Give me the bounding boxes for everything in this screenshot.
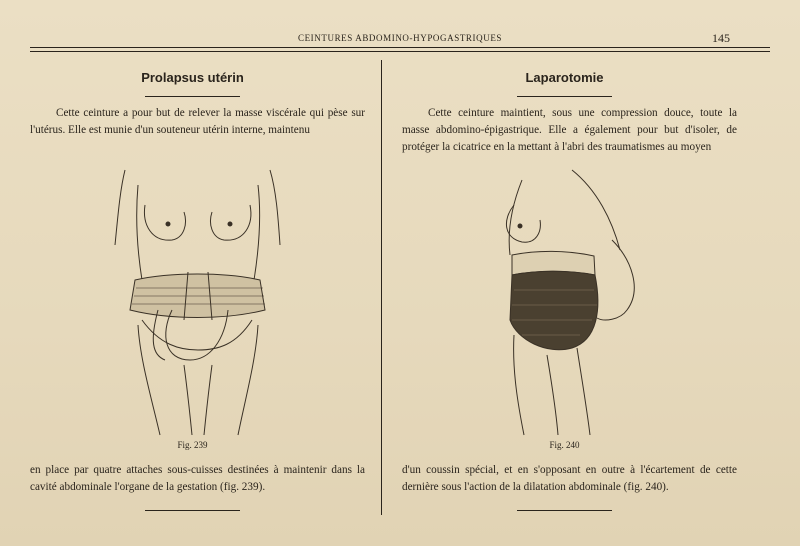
section-heading-laparotomie: Laparotomie: [525, 70, 604, 85]
figure-caption: Fig. 239: [177, 440, 208, 450]
heading-underline: [517, 96, 612, 97]
corset-figure-front-icon: [80, 160, 315, 440]
page-header: [30, 30, 770, 48]
figure-239: [80, 160, 315, 440]
paragraph-intro: Cette ceinture a pour but de relever la masse viscérale qui pèse sur l'utérus. Elle est munie d'un souteneur utérin interne, maintenu: [30, 107, 365, 136]
paragraph-continued: d'un coussin spécial, et en s'opposant en outre à l'écartement de cette dernière sous l'action de la dilatation abdominale (fig. 240).: [402, 464, 737, 493]
section-heading-prolapsus: Prolapsus utérin: [141, 70, 244, 85]
left-column: [20, 60, 365, 520]
footer-rule: [145, 510, 240, 511]
footer-rule: [517, 510, 612, 511]
right-column: [392, 60, 737, 520]
figure-240: [452, 160, 687, 440]
column-divider: [381, 60, 382, 515]
paragraph-continued: en place par quatre attaches sous-cuisses destinées à maintenir dans la cavité abdominale l'organe de la gestation (fig. 239).: [30, 464, 365, 493]
figure-caption: Fig. 240: [549, 440, 580, 450]
page-number: 145: [712, 31, 730, 45]
running-title: CEINTURES ABDOMINO-HYPOGASTRIQUES: [297, 33, 503, 43]
header-double-rule: [30, 47, 770, 52]
heading-underline: [145, 96, 240, 97]
corset-figure-side-icon: [452, 160, 687, 440]
paragraph-intro: Cette ceinture maintient, sous une compression douce, toute la masse abdomino-épigastrique. Elle a également pour but d'isoler, de protéger la cicatrice en la mettant à l'abri des traumatismes au moyen: [402, 107, 737, 153]
